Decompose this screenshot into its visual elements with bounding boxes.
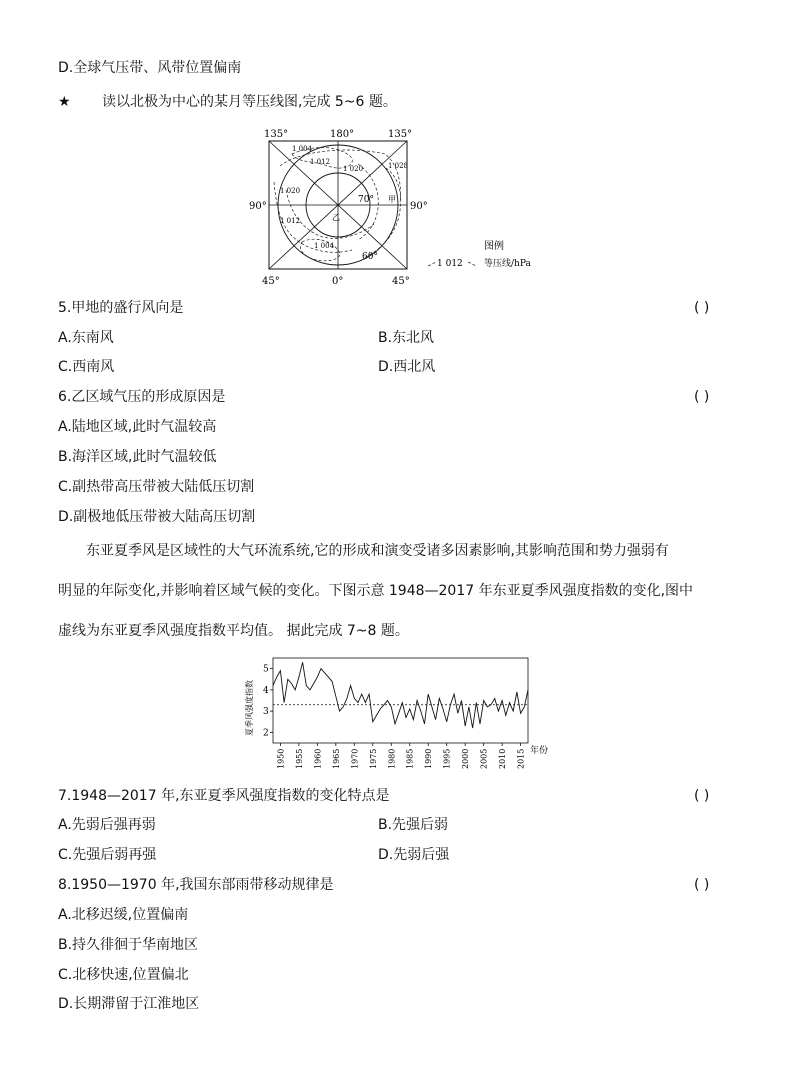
- question-7-answer-blank[interactable]: ( ): [694, 788, 710, 804]
- isobar-label: 1 012: [310, 158, 331, 166]
- section-intro-5-6: 读以北极为中心的某月等压线图,完成 5~6 题。: [102, 94, 397, 110]
- map-label-180: 180°: [330, 129, 355, 140]
- legend-title: 图例: [484, 241, 504, 252]
- isobar-map: [240, 124, 560, 290]
- y-tick-label: 4: [263, 685, 269, 696]
- x-tick-label: 1955: [294, 748, 304, 769]
- q8-option-b[interactable]: B.持久徘徊于华南地区: [58, 937, 199, 953]
- lat-label-60: 60°: [362, 252, 378, 262]
- x-tick-label: 1950: [276, 748, 286, 769]
- legend-text: 等压线/hPa: [484, 259, 531, 269]
- q6-option-b[interactable]: B.海洋区域,此时气温较低: [58, 449, 217, 465]
- x-tick-label: 1965: [331, 748, 341, 769]
- y-tick-label: 3: [263, 707, 269, 718]
- q5-option-a[interactable]: A.东南风: [58, 330, 114, 346]
- q8-option-d[interactable]: D.长期滞留于江淮地区: [58, 996, 200, 1012]
- q7-option-a[interactable]: A.先弱后强再弱: [58, 817, 156, 833]
- isobar-label: 1 004: [314, 242, 335, 250]
- isobar-label: 1 004: [292, 145, 313, 153]
- map-label-135-left: 135°: [264, 129, 289, 140]
- q8-option-c[interactable]: C.北移快速,位置偏北: [58, 967, 189, 983]
- isobar-label: 1 020: [343, 165, 364, 173]
- q5-option-c[interactable]: C.西南风: [58, 359, 115, 375]
- x-tick-label: 2000: [461, 748, 471, 769]
- question-8-answer-blank[interactable]: ( ): [694, 877, 710, 893]
- question-6-stem: 6.乙区域气压的形成原因是: [58, 389, 226, 405]
- series-line: [273, 662, 528, 728]
- lat-label-70: 70°: [358, 195, 374, 205]
- place-label-jia: 甲: [388, 195, 396, 204]
- q6-option-a[interactable]: A.陆地区域,此时气温较高: [58, 419, 217, 435]
- map-label-45-left: 45°: [262, 276, 280, 287]
- x-axis-label: 年份: [530, 746, 549, 756]
- q7-option-d[interactable]: D.先弱后强: [378, 847, 450, 863]
- isobar-label: 1 028: [388, 162, 409, 170]
- map-label-135-right: 135°: [388, 129, 413, 140]
- place-label-yi: 乙: [332, 213, 340, 222]
- x-tick-label: 2005: [479, 748, 489, 769]
- question-5-stem: 5.甲地的盛行风向是: [58, 300, 184, 316]
- passage-line-1: 东亚夏季风是区域性的大气环流系统,它的形成和演变受诸多因素影响,其影响范围和势力强弱有: [86, 543, 669, 559]
- q8-option-a[interactable]: A.北移迟缓,位置偏南: [58, 907, 189, 923]
- isobar-label: 1 020: [280, 187, 301, 195]
- x-tick-label: 1970: [350, 748, 360, 769]
- x-tick-label: 2010: [498, 748, 508, 769]
- map-label-90-right: 90°: [410, 201, 428, 212]
- x-tick-label: 1985: [405, 748, 415, 769]
- passage-line-3: 虚线为东亚夏季风强度指数平均值。 据此完成 7~8 题。: [58, 623, 409, 639]
- q6-option-c[interactable]: C.副热带高压带被大陆低压切割: [58, 479, 255, 495]
- question-8-stem: 8.1950—1970 年,我国东部雨带移动规律是: [58, 877, 334, 893]
- q7-option-c[interactable]: C.先强后弱再强: [58, 847, 157, 863]
- map-label-0: 0°: [332, 276, 344, 287]
- q5-option-d[interactable]: D.西北风: [378, 359, 436, 375]
- plot-frame: [273, 658, 528, 743]
- y-axis-label: 夏季风强度指数: [245, 680, 254, 736]
- option-d-previous: D.全球气压带、风带位置偏南: [58, 60, 242, 76]
- star-marker: ★: [58, 94, 71, 110]
- map-label-45-right: 45°: [392, 276, 410, 287]
- monsoon-index-chart: [240, 650, 550, 775]
- x-tick-label: 1995: [442, 748, 452, 769]
- x-tick-label: 1990: [424, 748, 434, 769]
- passage-line-2: 明显的年际变化,并影响着区域气候的变化。下图示意 1948—2017 年东亚夏季风强度指数的变化,图中: [58, 583, 694, 599]
- isobar-label: 1 012: [280, 217, 301, 225]
- map-label-90-left: 90°: [249, 201, 267, 212]
- y-tick-label: 5: [263, 664, 269, 675]
- question-6-answer-blank[interactable]: ( ): [694, 389, 710, 405]
- question-5-answer-blank[interactable]: ( ): [694, 300, 710, 316]
- legend-value: 1 012: [437, 259, 463, 269]
- x-tick-label: 1980: [387, 748, 397, 769]
- q6-option-d[interactable]: D.副极地低压带被大陆高压切割: [58, 509, 256, 525]
- x-tick-label: 2015: [516, 748, 526, 769]
- y-tick-label: 2: [263, 728, 269, 739]
- x-tick-label: 1975: [368, 748, 378, 769]
- x-tick-label: 1960: [313, 748, 323, 769]
- q7-option-b[interactable]: B.先强后弱: [378, 817, 449, 833]
- q5-option-b[interactable]: B.东北风: [378, 330, 435, 346]
- question-7-stem: 7.1948—2017 年,东亚夏季风强度指数的变化特点是: [58, 788, 390, 804]
